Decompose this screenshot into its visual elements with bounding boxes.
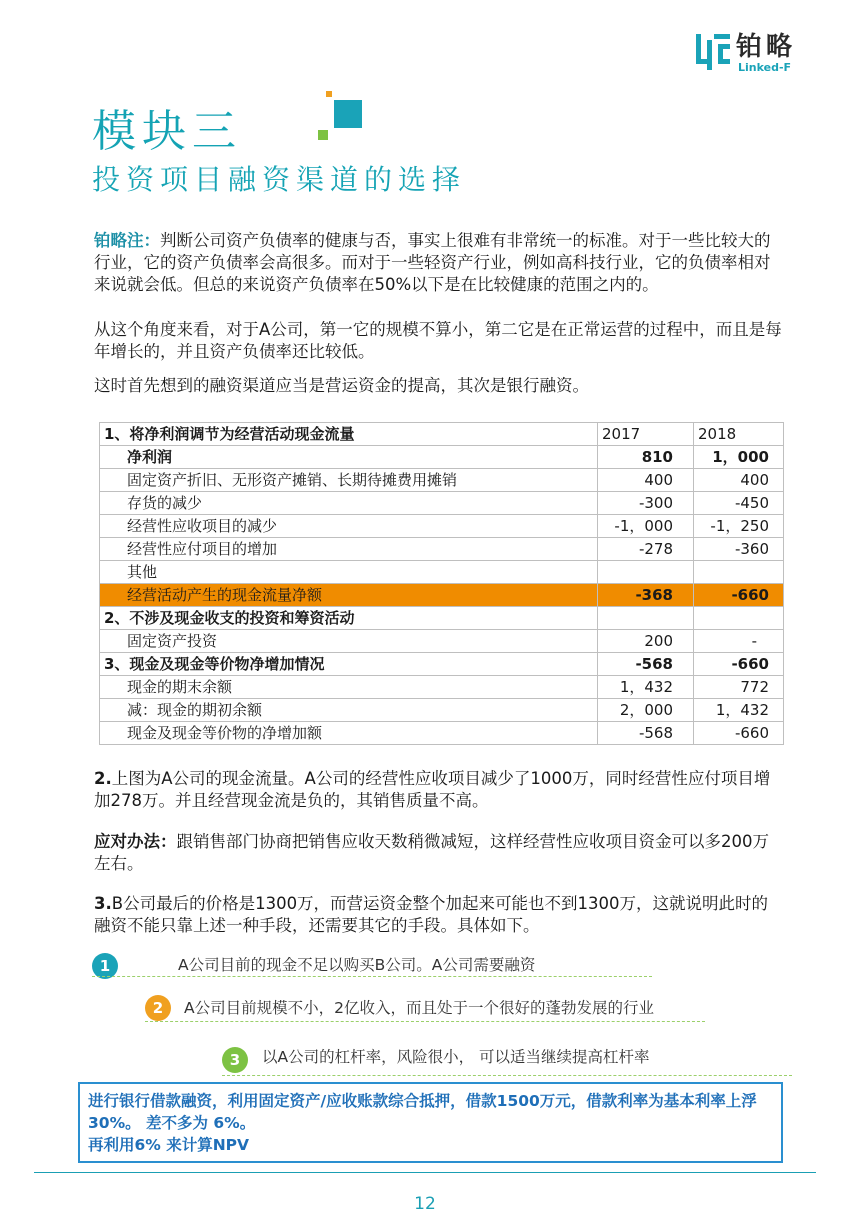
table-cell-2017: 810 bbox=[598, 446, 694, 469]
footer-divider bbox=[34, 1172, 816, 1173]
note-text: 判断公司资产负债率的健康与否，事实上很难有非常统一的标准。对于一些比较大的行业，它的资产负债率会高很多。而对于一些轻资产行业，例如高科技行业，它的负债率相对来说就会低。但总的来说资产负债率在50%以下是在比较健康的范围之内的。 bbox=[94, 231, 771, 294]
table-cell-label: 经营性应收项目的减少 bbox=[100, 515, 598, 538]
deco-square-green bbox=[318, 130, 328, 140]
table-cell-2017: 1，432 bbox=[598, 676, 694, 699]
table-cell-2018: - bbox=[694, 630, 784, 653]
table-row bbox=[100, 653, 784, 676]
table-cell-2018: 400 bbox=[694, 469, 784, 492]
table-cell-2017: -568 bbox=[598, 653, 694, 676]
table-cell-2017: -278 bbox=[598, 538, 694, 561]
point-3-text: B公司最后的价格是1300万，而营运资金整个加起来可能也不到1300万，这就说明此时的融资不能只靠上述一种手段，还需要其它的手段。具体如下。 bbox=[94, 894, 769, 935]
table-cell-label: 经营性应付项目的增加 bbox=[100, 538, 598, 561]
table-cell-label: 经营活动产生的现金流量净额 bbox=[100, 584, 598, 607]
table-cell-label: 1、将净利润调节为经营活动现金流量 bbox=[100, 423, 598, 446]
table-row bbox=[100, 423, 784, 446]
deco-square-small bbox=[326, 91, 332, 97]
table-row bbox=[100, 469, 784, 492]
table-cell-2017 bbox=[598, 561, 694, 584]
table-cell-label: 其他 bbox=[100, 561, 598, 584]
table-cell-label: 固定资产投资 bbox=[100, 630, 598, 653]
step-2-badge: 2 bbox=[145, 995, 171, 1021]
table-row bbox=[100, 538, 784, 561]
point-2-paragraph bbox=[94, 768, 784, 812]
table-cell-2018 bbox=[694, 561, 784, 584]
table-cell-2018: -450 bbox=[694, 492, 784, 515]
table-cell-label: 现金的期末余额 bbox=[100, 676, 598, 699]
page-number: 12 bbox=[414, 1194, 436, 1214]
table-cell-2017: 2017 bbox=[598, 423, 694, 446]
table-cell-2017: -300 bbox=[598, 492, 694, 515]
solution-label: 应对办法： bbox=[94, 832, 177, 851]
step-2-divider bbox=[145, 1021, 705, 1022]
table-row bbox=[100, 446, 784, 469]
paragraph-1: 从这个角度来看，对于A公司，第一它的规模不算小，第二它是在正常运营的过程中，而且是每年增长的，并且资产负债率还比较低。 bbox=[94, 320, 782, 361]
table-row bbox=[100, 699, 784, 722]
table-cell-2018 bbox=[694, 607, 784, 630]
table-cell-2018: 2018 bbox=[694, 423, 784, 446]
table-row-highlighted bbox=[100, 584, 784, 607]
table-cell-2017: -568 bbox=[598, 722, 694, 745]
note-paragraph bbox=[94, 230, 784, 296]
table-cell-2017: -368 bbox=[598, 584, 694, 607]
step-1-divider bbox=[92, 976, 652, 977]
table-row bbox=[100, 630, 784, 653]
point-3-paragraph bbox=[94, 893, 784, 937]
brand-logo bbox=[694, 32, 812, 72]
financing-plan-box bbox=[78, 1082, 783, 1163]
table-row bbox=[100, 561, 784, 584]
table-cell-label: 现金及现金等价物的净增加额 bbox=[100, 722, 598, 745]
table-cell-2018: -1，250 bbox=[694, 515, 784, 538]
table-cell-label: 存货的减少 bbox=[100, 492, 598, 515]
table-cell-label: 净利润 bbox=[100, 446, 598, 469]
table-cell-2018: -660 bbox=[694, 653, 784, 676]
point-3-number: 3. bbox=[94, 894, 112, 913]
financing-plan-line-2: 再利用6% 来计算NPV bbox=[88, 1136, 250, 1154]
brand-logo-mark-icon bbox=[694, 32, 734, 72]
table-cell-2017: 2，000 bbox=[598, 699, 694, 722]
step-1-badge: 1 bbox=[92, 953, 118, 979]
table-row bbox=[100, 515, 784, 538]
brand-name-en: Linked-F bbox=[738, 61, 792, 74]
module-title: 模块三 bbox=[92, 106, 242, 157]
note-label: 铂略注： bbox=[94, 231, 160, 250]
table-cell-2018: 1，432 bbox=[694, 699, 784, 722]
table-cell-2018: -360 bbox=[694, 538, 784, 561]
table-cell-2017: 400 bbox=[598, 469, 694, 492]
table-row bbox=[100, 676, 784, 699]
module-subtitle: 投资项目融资渠道的选择 bbox=[92, 163, 467, 196]
table-row bbox=[100, 607, 784, 630]
financing-plan-line-1: 进行银行借款融资，利用固定资产/应收账款综合抵押，借款1500万元，借款利率为基本利率上浮 30%。 差不多为 6%。 bbox=[88, 1092, 757, 1132]
point-2-number: 2. bbox=[94, 769, 112, 788]
table-cell-2018: -660 bbox=[694, 584, 784, 607]
table-cell-label: 减：现金的期初余额 bbox=[100, 699, 598, 722]
table-cell-2017 bbox=[598, 607, 694, 630]
step-3-text: 以A公司的杠杆率，风险很小， 可以适当继续提高杠杆率 bbox=[262, 1048, 650, 1066]
solution-paragraph bbox=[94, 831, 784, 875]
point-2-text: 上图为A公司的现金流量。A公司的经营性应收项目减少了1000万，同时经营性应付项目增加278万。并且经营现金流是负的，其销售质量不高。 bbox=[94, 769, 771, 810]
table-row bbox=[100, 722, 784, 745]
step-3-divider bbox=[222, 1075, 792, 1076]
table-cell-label: 3、现金及现金等价物净增加情况 bbox=[100, 653, 598, 676]
step-2-text: A公司目前规模不小，2亿收入，而且处于一个很好的蓬勃发展的行业 bbox=[184, 999, 654, 1017]
table-cell-label: 固定资产折旧、无形资产摊销、长期待摊费用摊销 bbox=[100, 469, 598, 492]
table-row bbox=[100, 492, 784, 515]
table-cell-label: 2、不涉及现金收支的投资和筹资活动 bbox=[100, 607, 598, 630]
deco-square-teal bbox=[334, 100, 362, 128]
solution-text: 跟销售部门协商把销售应收天数稍微减短，这样经营性应收项目资金可以多200万左右。 bbox=[94, 832, 769, 873]
table-cell-2018: 772 bbox=[694, 676, 784, 699]
table-cell-2017: 200 bbox=[598, 630, 694, 653]
step-3-badge: 3 bbox=[222, 1047, 248, 1073]
table-cell-2018: 1，000 bbox=[694, 446, 784, 469]
paragraph-2: 这时首先想到的融资渠道应当是营运资金的提高，其次是银行融资。 bbox=[94, 376, 589, 395]
step-1-text: A公司目前的现金不足以购买B公司。A公司需要融资 bbox=[178, 956, 536, 974]
table-cell-2017: -1，000 bbox=[598, 515, 694, 538]
cash-flow-table bbox=[99, 422, 784, 745]
brand-name-cn: 铂略 bbox=[736, 32, 797, 62]
table-cell-2018: -660 bbox=[694, 722, 784, 745]
